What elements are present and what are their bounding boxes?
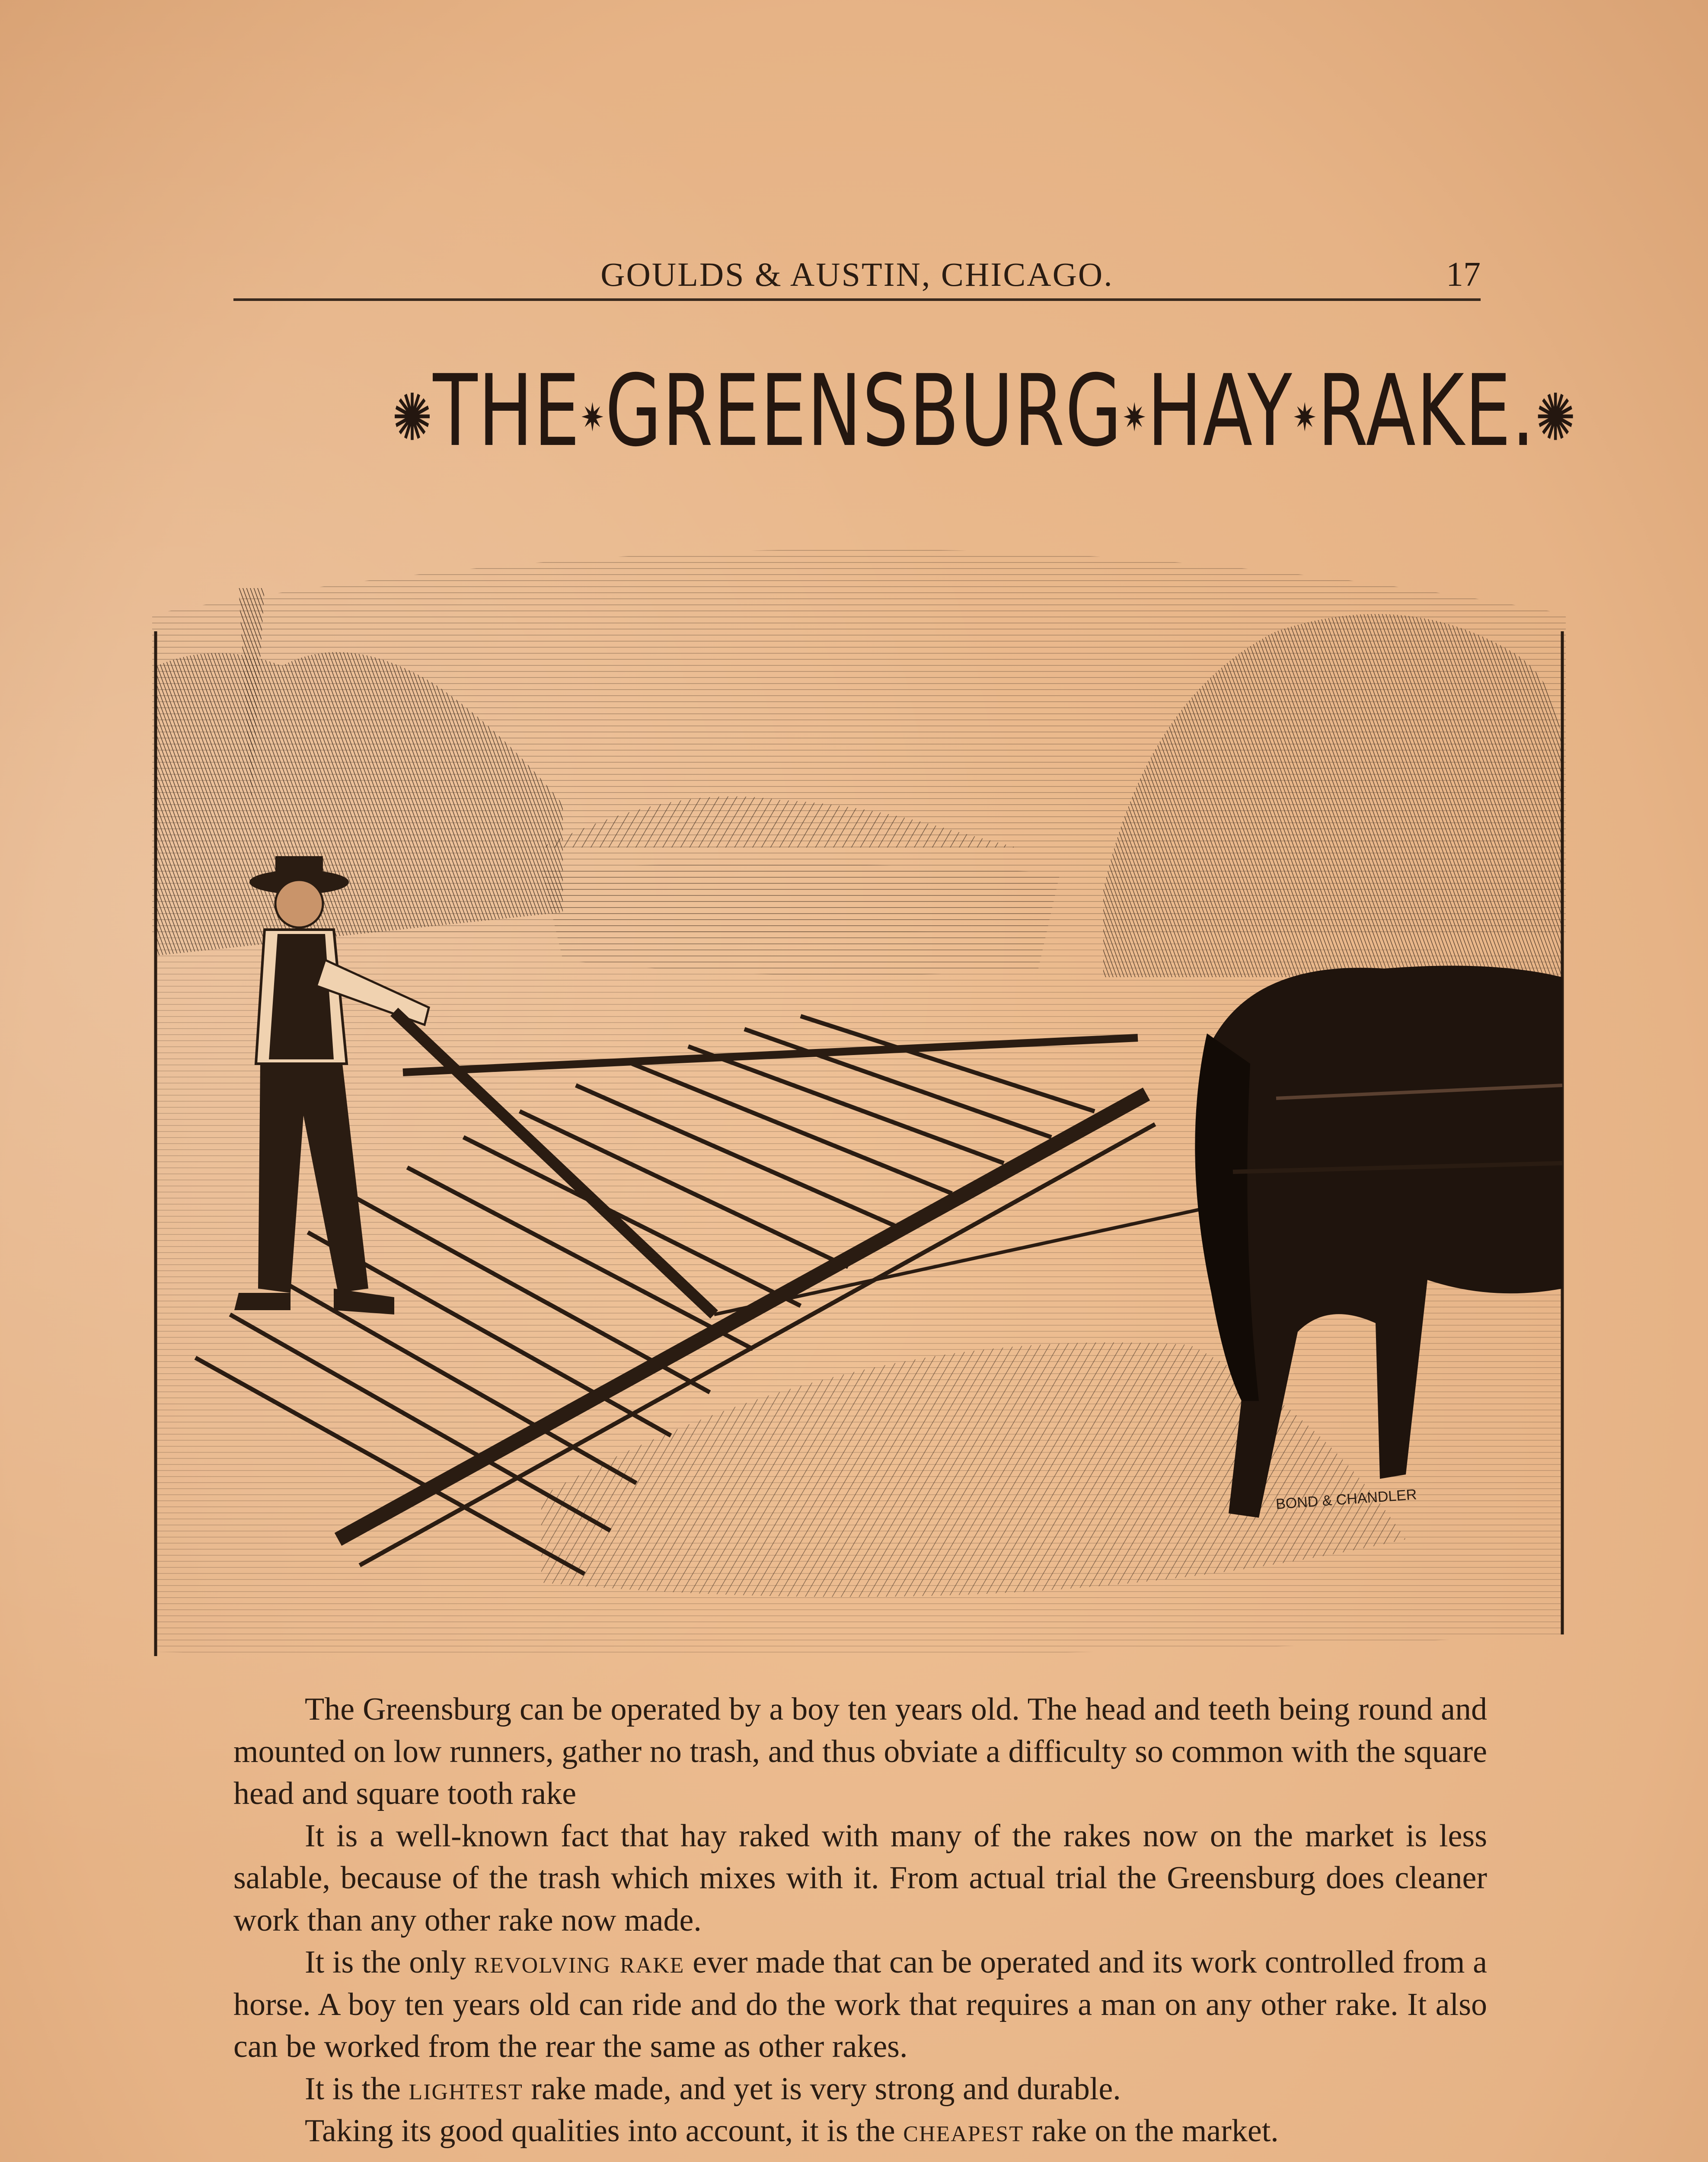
hay-rake-engraving [152, 502, 1566, 1660]
title-separator-icon: ✷ [1293, 395, 1318, 441]
title-word-the: THE [433, 353, 581, 468]
title-ornament-right-icon: ✺ [1535, 380, 1577, 456]
title-word-hay: HAY [1147, 353, 1293, 468]
paragraph-1: The Greensburg can be operated by a boy ten years old. The head and teeth being round and mounted on low runners, gather no trash, and thus obviate a difficulty so common with the square head and square tooth rake [233, 1692, 1487, 1811]
title-ornament-left-icon: ✺ [392, 380, 433, 456]
running-head [233, 251, 1481, 301]
title-word-greensburg: GREENSBURG [605, 353, 1123, 468]
paragraph-2: It is a well-known fact that hay raked with many of the rakes now on the market is less salable, because of the trash which mixes with it. From actual trial the Greensburg does cleaner work than any other rake now made. [233, 1818, 1487, 1938]
paragraph-3: It is the only revolving rake ever made that can be operated and its work controlled from a horse. A boy ten years old can ride and do the work that requires a man on any other rake. It also can be worked from the rear the same as other rakes. [233, 1945, 1487, 2064]
title-separator-icon: ✷ [580, 395, 605, 441]
paragraph-5: Taking its good qualities into account, it is the cheapest rake on the market. [305, 2113, 1279, 2149]
page-title [392, 353, 1577, 468]
title-separator-icon: ✷ [1122, 395, 1147, 441]
paragraph-4: It is the lightest rake made, and yet is very strong and durable. [305, 2071, 1121, 2107]
product-description [233, 1689, 1487, 2152]
title-word-rake: RAKE. [1317, 353, 1536, 468]
page-number: 17 [1446, 256, 1481, 294]
engraver-signature: BOND & CHANDLER [1275, 1486, 1417, 1513]
publisher-name: GOULDS & AUSTIN, CHICAGO. [600, 256, 1114, 293]
